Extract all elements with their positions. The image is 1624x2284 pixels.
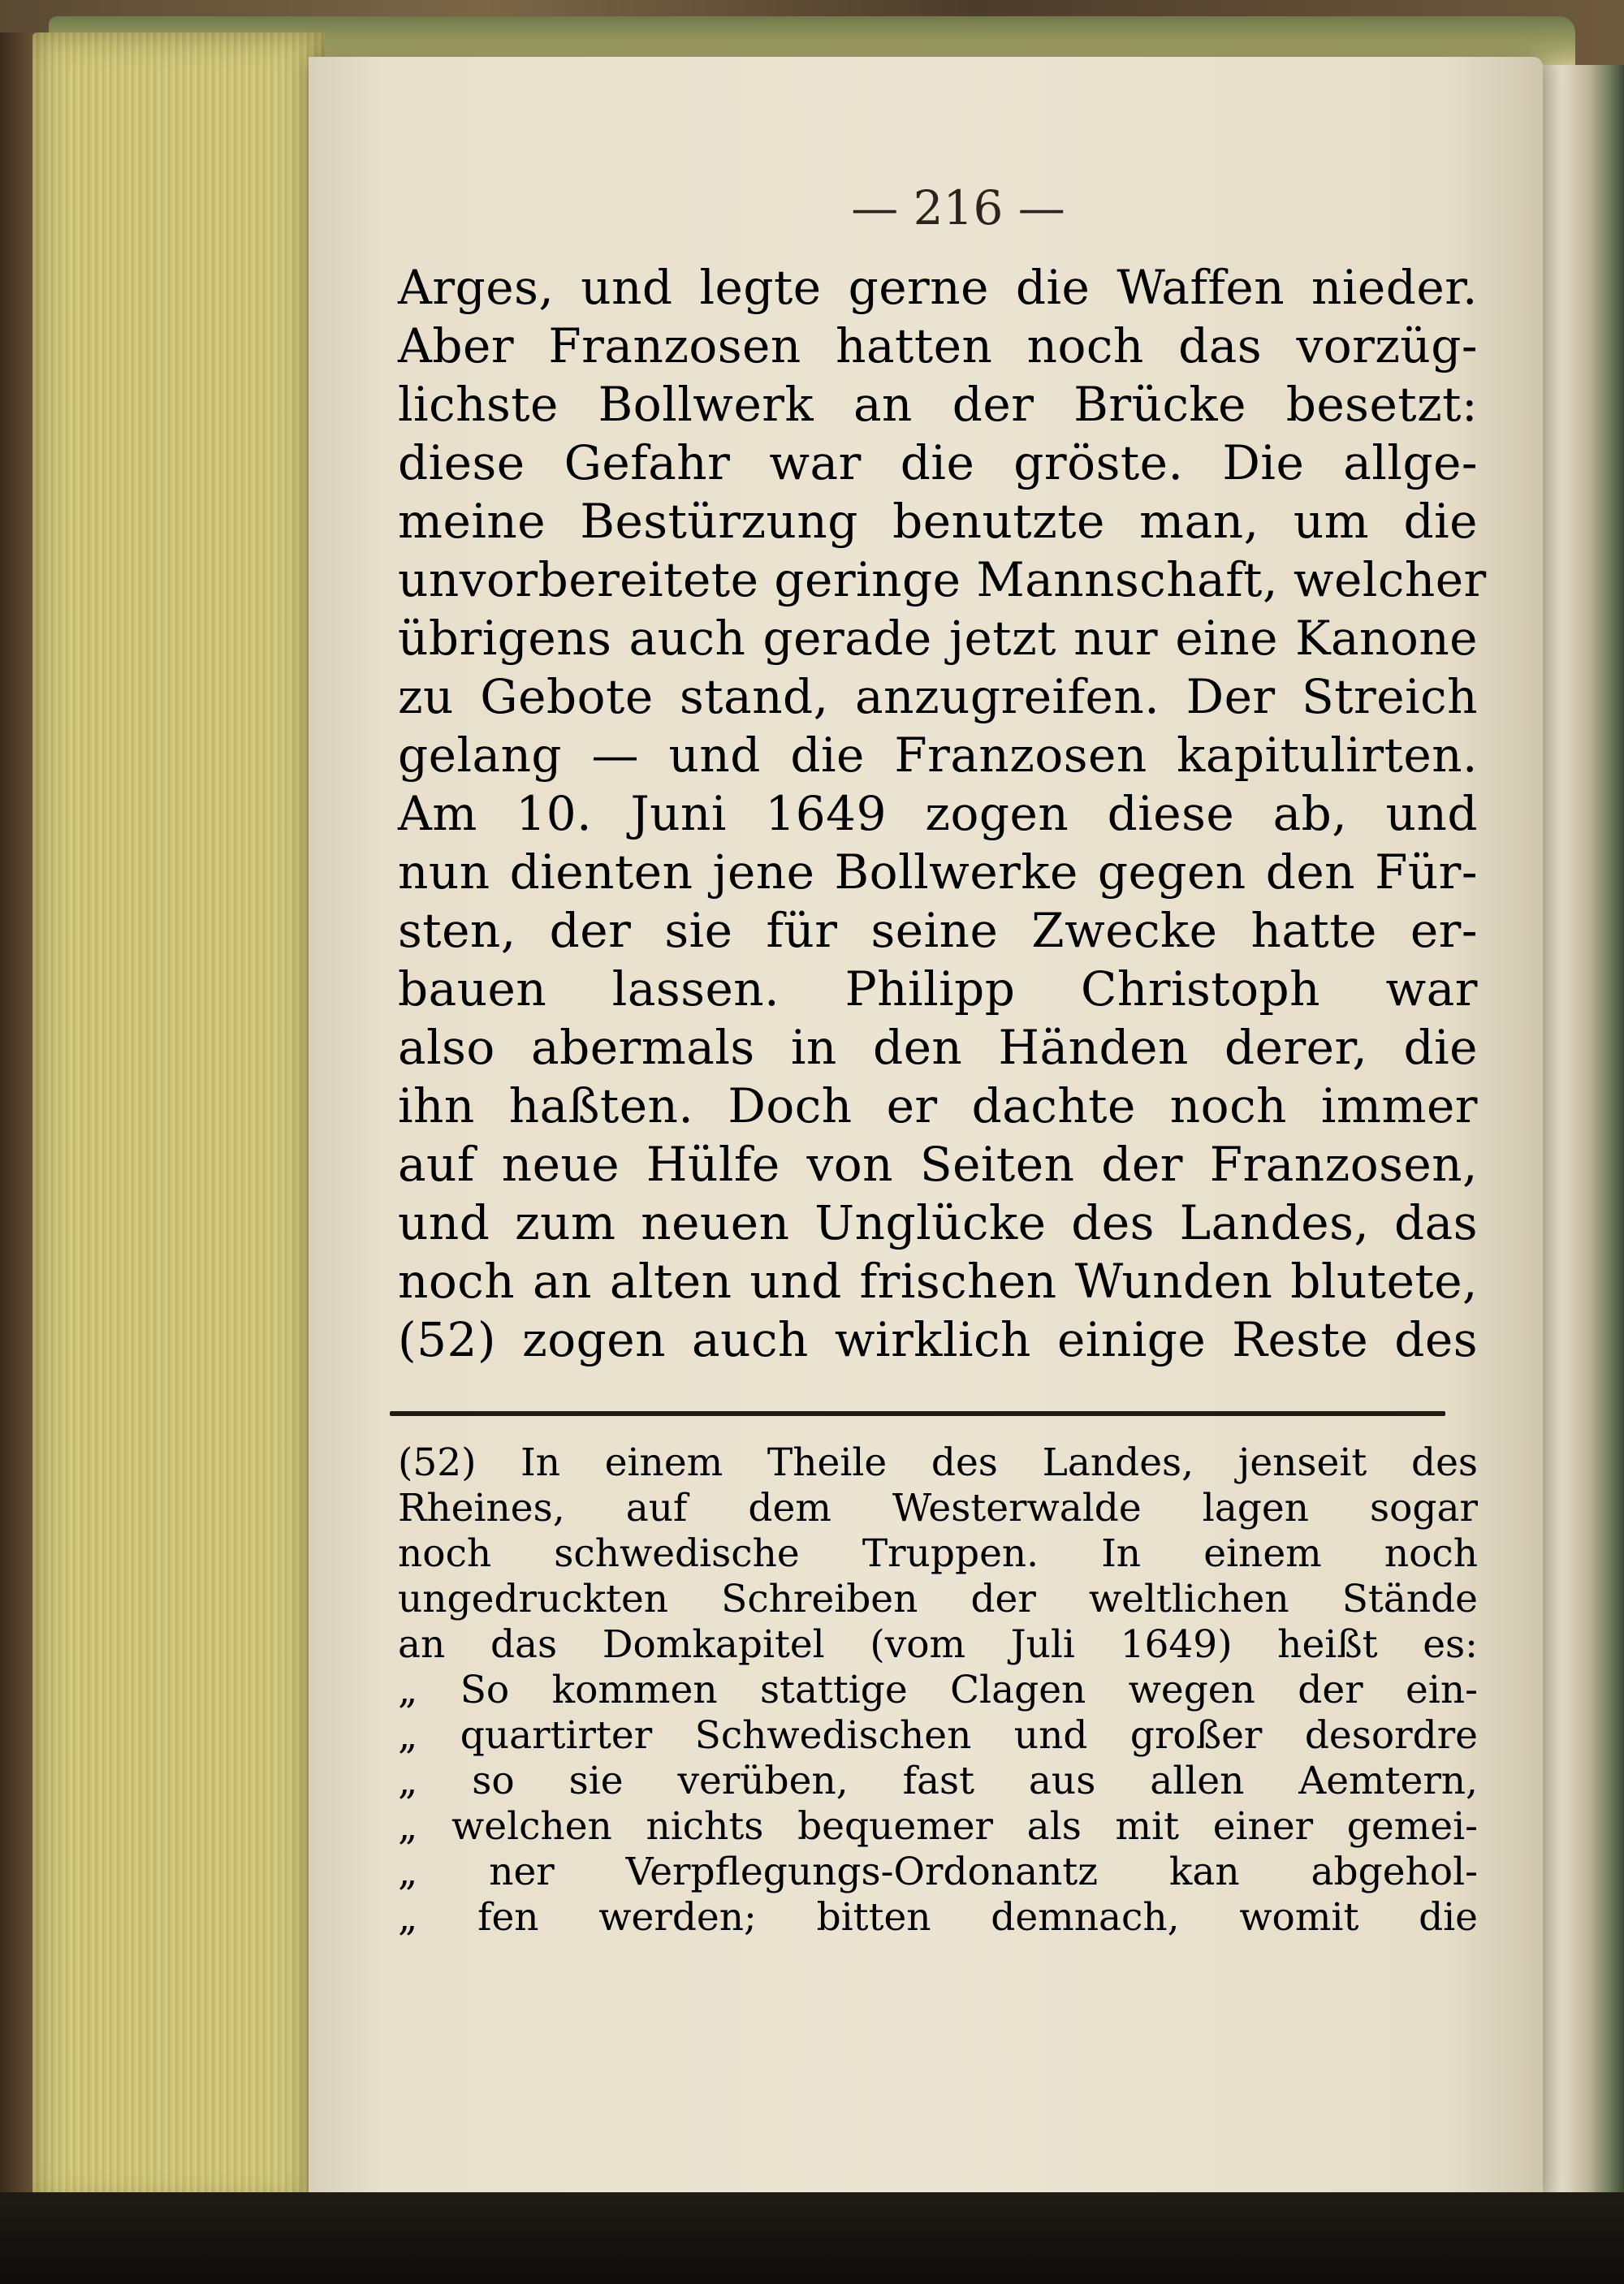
body-line: meine Bestürzung benutzte man, um die <box>398 494 1478 549</box>
footnote-line: „ fen werden; bitten demnach, womit die <box>398 1895 1478 1940</box>
footnote-line: „ so sie verüben, fast aus allen Aemtern, <box>398 1759 1478 1803</box>
footnote-line: „ quartirter Schwedischen und großer desordre <box>398 1713 1478 1758</box>
body-line: bauen lassen. Philipp Christoph war <box>398 961 1478 1017</box>
body-line: sten, der sie für seine Zwecke hatte er- <box>398 903 1478 958</box>
body-line: übrigens auch gerade jetzt nur eine Kanone <box>398 611 1478 666</box>
body-line: (52) zogen auch wirklich einige Reste des <box>398 1312 1478 1367</box>
book-right-edge <box>1535 65 1624 2208</box>
footnote-rule <box>390 1411 1445 1416</box>
body-line: nun dienten jene Bollwerke gegen den Für- <box>398 844 1478 900</box>
body-line: auf neue Hülfe von Seiten der Franzosen, <box>398 1137 1478 1192</box>
body-line: diese Gefahr war die gröste. Die allge- <box>398 435 1478 490</box>
book-page-block <box>32 32 325 2208</box>
body-line: gelang — und die Franzosen kapitulirten. <box>398 728 1478 783</box>
body-line: Arges, und legte gerne die Waffen nieder. <box>398 260 1478 315</box>
footnote-line: „ ner Verpflegungs-Ordonantz kan abgehol- <box>398 1850 1478 1894</box>
body-line: zu Gebote stand, anzugreifen. Der Streich <box>398 669 1478 724</box>
footnote-line: „ So kommen stattige Clagen wegen der ein- <box>398 1668 1478 1712</box>
body-line: also abermals in den Händen derer, die <box>398 1020 1478 1075</box>
footnote-line: Rheines, auf dem Westerwalde lagen sogar <box>398 1486 1478 1531</box>
body-line: unvorbereitete geringe Mannschaft, welcher <box>398 552 1487 607</box>
page-number: — 216 — <box>851 180 1065 235</box>
body-line: lichste Bollwerk an der Brücke besetzt: <box>398 377 1478 432</box>
footnote-line: an das Domkapitel (vom Juli 1649) heißt es: <box>398 1622 1478 1667</box>
footnote-line: noch schwedische Truppen. In einem noch <box>398 1531 1478 1576</box>
footnote-line: „ welchen nichts bequemer als mit einer gemei- <box>398 1804 1478 1849</box>
background-bottom <box>0 2192 1624 2284</box>
body-line: noch an alten und frischen Wunden blutete, <box>398 1254 1478 1309</box>
footnote-line: ungedruckten Schreiben der weltlichen Stände <box>398 1577 1478 1621</box>
body-line: ihn haßten. Doch er dachte noch immer <box>398 1078 1478 1133</box>
body-line: Aber Franzosen hatten noch das vorzüg- <box>398 318 1478 373</box>
footnote-line: (52) In einem Theile des Landes, jenseit des <box>398 1440 1478 1485</box>
body-line: Am 10. Juni 1649 zogen diese ab, und <box>398 786 1478 841</box>
body-line: und zum neuen Unglücke des Landes, das <box>398 1195 1478 1250</box>
